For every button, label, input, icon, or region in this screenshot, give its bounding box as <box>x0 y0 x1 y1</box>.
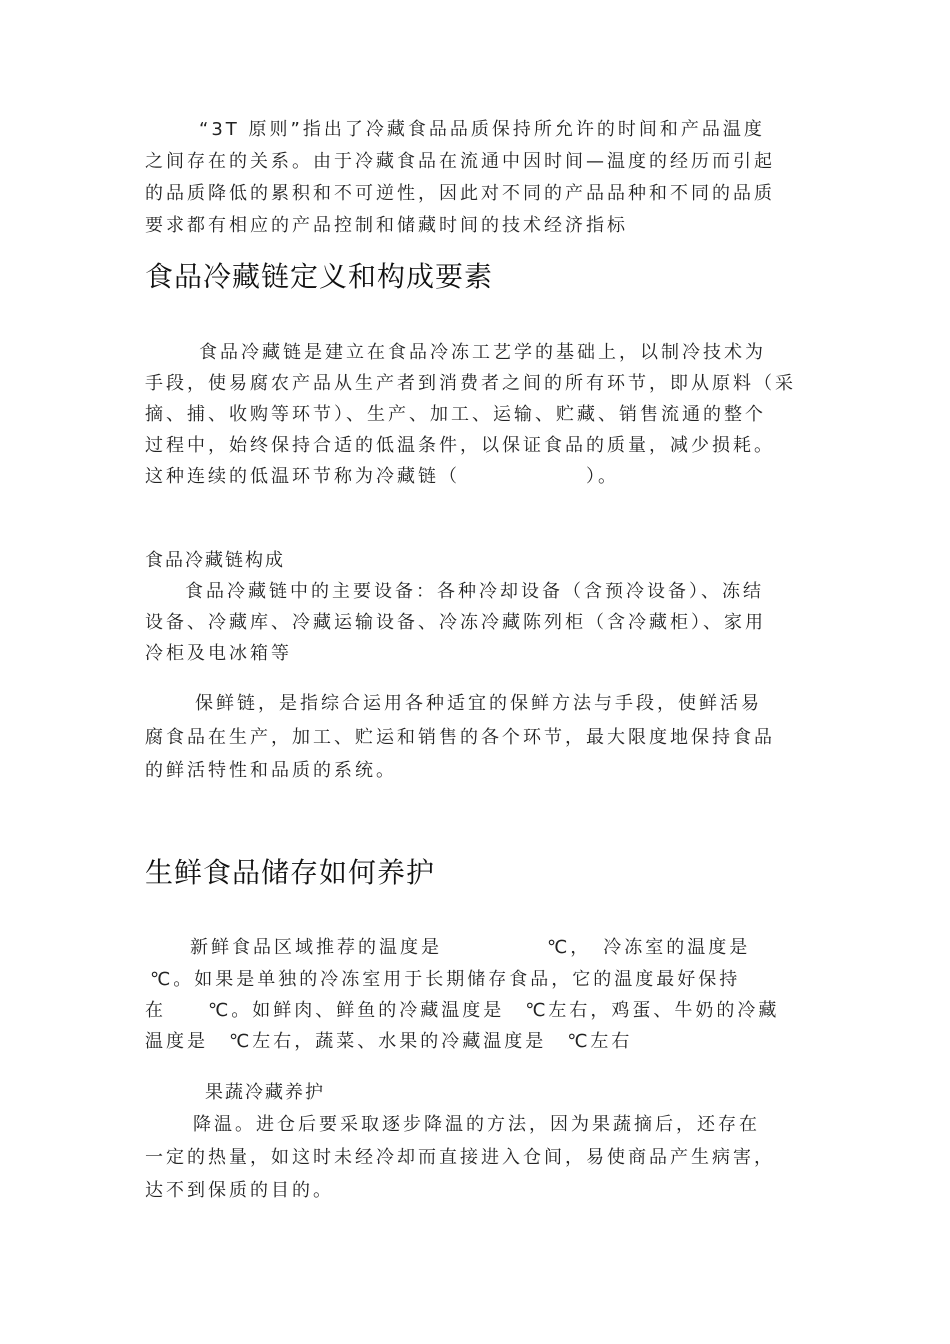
section-heading: 生鲜食品储存如何养护 <box>145 856 436 889</box>
text-line: 冷柜及电冰箱等 <box>145 643 292 664</box>
text-line: 达不到保质的目的。 <box>145 1180 334 1201</box>
text-line: 一定的热量，如这时未经冷却而直接进入仓间，易使商品产生病害， <box>145 1147 775 1168</box>
text-line: 这种连续的低温环节称为冷藏链（ ）。 <box>145 466 619 487</box>
text-line: 摘、捕、收购等环节）、生产、加工、运输、贮藏、销售流通的整个 <box>145 404 766 425</box>
text-line: 降温。进仓后要采取逐步降温的方法，因为果蔬摘后，还存在 <box>193 1114 760 1135</box>
text-line: 新鲜食品区域推荐的温度是 ℃， 冷冻室的温度是 <box>190 937 751 958</box>
text-line: 保鲜链，是指综合运用各种适宜的保鲜方法与手段，使鲜活易 <box>195 693 762 714</box>
text-line: 在 ℃。如鲜肉、鲜鱼的冷藏温度是 ℃左右，鸡蛋、牛奶的冷藏 <box>145 1000 780 1021</box>
text-line: 过程中，始终保持合适的低温条件，以保证食品的质量，减少损耗。 <box>145 435 775 456</box>
section-heading: 食品冷藏链定义和构成要素 <box>145 260 494 293</box>
text-line: 设备、冷藏库、冷藏运输设备、冷冻冷藏陈列柜（含冷藏柜）、家用 <box>145 612 766 633</box>
text-line: “3T 原则”指出了冷藏食品品质保持所允许的时间和产品温度 <box>199 119 765 140</box>
text-line: 的鲜活特性和品质的系统。 <box>145 760 397 781</box>
text-line: 之间存在的关系。由于冷藏食品在流通中因时间—温度的经历而引起 <box>145 151 775 172</box>
text-line: 腐食品在生产，加工、贮运和销售的各个环节，最大限度地保持食品 <box>145 727 775 748</box>
text-line: 手段，使易腐农产品从生产者到消费者之间的所有环节，即从原料（采 <box>145 373 796 394</box>
subheading: 果蔬冷藏养护 <box>205 1082 325 1103</box>
text-line: 食品冷藏链中的主要设备：各种冷却设备（含预冷设备）、冻结 <box>185 581 764 602</box>
text-line: 食品冷藏链是建立在食品冷冻工艺学的基础上，以制冷技术为 <box>199 342 766 363</box>
text-line: 温度是 ℃左右，蔬菜、水果的冷藏温度是 ℃左右 <box>145 1031 633 1052</box>
text-line: 的品质降低的累积和不可逆性，因此对不同的产品品种和不同的品质 <box>145 183 775 204</box>
subheading: 食品冷藏链构成 <box>145 550 285 571</box>
text-line: ℃。如果是单独的冷冻室用于长期储存食品，它的温度最好保持 <box>150 969 741 990</box>
text-line: 要求都有相应的产品控制和储藏时间的技术经济指标 <box>145 215 628 236</box>
